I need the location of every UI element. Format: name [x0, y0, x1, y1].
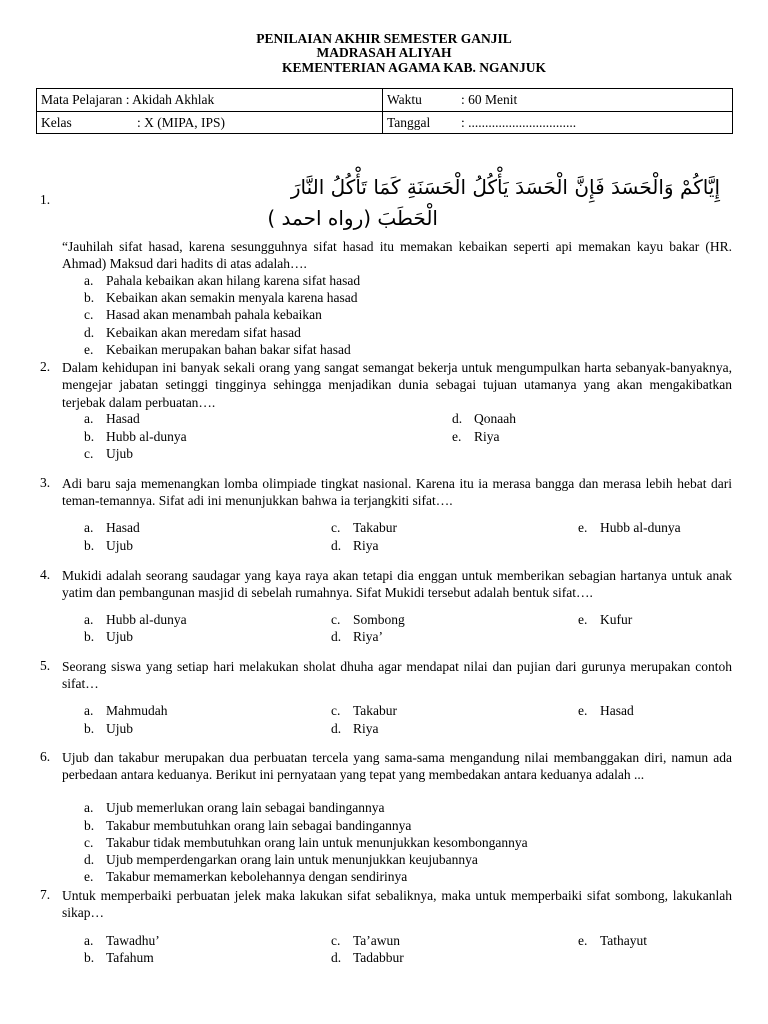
- option-letter: c.: [331, 933, 341, 948]
- option-letter: e.: [578, 612, 588, 627]
- option-text: Riya: [353, 721, 379, 736]
- option-letter: b.: [84, 290, 95, 305]
- class-label: Kelas: [41, 114, 72, 130]
- option-letter: a.: [84, 933, 94, 948]
- option-letter: c.: [84, 446, 94, 461]
- option[interactable]: [578, 703, 634, 719]
- option[interactable]: [84, 835, 528, 851]
- option-text: Hubb al-dunya: [106, 429, 187, 444]
- question-text: Mukidi adalah seorang saudagar yang kaya raya akan tetapi dia enggan untuk memberikan sebagian hartanya untuk anak yatim dan pembangunan masjid di sebelah rumahnya. Sifat Mukidi tersebut adalah bentuk sifat….: [62, 568, 732, 601]
- option-text: Tathayut: [600, 933, 648, 948]
- option[interactable]: [331, 950, 404, 966]
- option-text: Ujub memperdengarkan orang lain untuk menunjukkan keujubannya: [106, 852, 478, 867]
- option-text: Tafahum: [106, 950, 154, 965]
- option-text: Takabur tidak membutuhkan orang lain untuk menunjukkan kesombongannya: [106, 835, 528, 850]
- option[interactable]: [84, 520, 140, 536]
- option-letter: a.: [84, 520, 94, 535]
- option[interactable]: [84, 629, 133, 645]
- option-letter: e.: [578, 520, 588, 535]
- option-letter: d.: [452, 411, 463, 426]
- option-text: Ujub: [106, 446, 133, 461]
- option-letter: c.: [331, 703, 341, 718]
- option-text: Hasad: [600, 703, 634, 718]
- option-text: Ta’awun: [353, 933, 401, 948]
- option[interactable]: [84, 800, 385, 816]
- option-letter: e.: [84, 342, 94, 357]
- option-text: Kebaikan akan semakin menyala karena hasad: [106, 290, 358, 305]
- option-text: Ujub: [106, 538, 133, 553]
- class-cell: [37, 111, 383, 134]
- time-cell: [383, 89, 733, 112]
- option-text: Hasad akan menambah pahala kebaikan: [106, 307, 322, 322]
- option[interactable]: [84, 721, 133, 737]
- option-letter: d.: [84, 852, 95, 867]
- option-text: Riya: [353, 538, 379, 553]
- exam-title: PENILAIAN AKHIR SEMESTER GANJIL: [256, 31, 512, 46]
- option-text: Qonaah: [474, 411, 516, 426]
- option-text: Ujub: [106, 629, 133, 644]
- option-letter: c.: [84, 307, 94, 322]
- question-text: “Jauhilah sifat hasad, karena sesungguhnya sifat hasad itu memakan kebaikan seperti api memakan kayu bakar (HR. Ahmad) Maksud dari hadits di atas adalah….: [62, 239, 732, 272]
- option-text: Tadabbur: [353, 950, 404, 965]
- option-text: Riya: [474, 429, 500, 444]
- option[interactable]: [84, 342, 351, 358]
- option-letter: b.: [84, 950, 95, 965]
- option[interactable]: [84, 273, 360, 289]
- time-value: : 60 Menit: [461, 92, 518, 107]
- option-text: Sombong: [353, 612, 405, 627]
- option-letter: e.: [84, 869, 94, 884]
- option-letter: d.: [331, 629, 342, 644]
- option-letter: a.: [84, 703, 94, 718]
- option-letter: a.: [84, 612, 94, 627]
- option-text: Pahala kebaikan akan hilang karena sifat hasad: [106, 273, 361, 288]
- option[interactable]: [84, 869, 407, 885]
- option[interactable]: [84, 612, 187, 628]
- option-letter: e.: [452, 429, 462, 444]
- option-text: Hasad: [106, 520, 140, 535]
- question-number: 3.: [40, 475, 51, 490]
- question-text: Ujub dan takabur merupakan dua perbuatan tercela yang sama-sama mengandung nilai membanggakan diri, namun ada perbedaan antara keduanya. Berikut ini pernyataan yang tepat yang membedakan antara keduanya adalah ...: [62, 750, 732, 783]
- option-text: Hubb al-dunya: [600, 520, 681, 535]
- option[interactable]: [331, 703, 397, 719]
- option[interactable]: [84, 538, 133, 554]
- date-label: Tanggal: [387, 114, 431, 130]
- option[interactable]: [331, 721, 379, 737]
- question-number: 5.: [40, 658, 51, 673]
- option-text: Takabur membutuhkan orang lain sebagai bandingannya: [106, 818, 412, 833]
- hadith-arabic-line2: الْحَطَبَ (رواه احمد ): [267, 206, 438, 230]
- option[interactable]: [331, 612, 405, 628]
- question-number: 6.: [40, 749, 51, 764]
- option-text: Takabur memamerkan kebolehannya dengan sendirinya: [106, 869, 408, 884]
- question-number: 7.: [40, 887, 51, 902]
- option-letter: c.: [331, 520, 341, 535]
- question-number: 4.: [40, 567, 51, 582]
- option-text: Riya’: [353, 629, 383, 644]
- option-letter: b.: [84, 721, 95, 736]
- date-value: : ................................: [461, 114, 577, 130]
- date-cell: [383, 111, 733, 134]
- question-number: 1.: [40, 192, 51, 207]
- option[interactable]: [578, 612, 632, 628]
- class-value: : X (MIPA, IPS): [137, 114, 226, 130]
- option[interactable]: [578, 520, 681, 536]
- option[interactable]: [84, 446, 133, 462]
- option-letter: d.: [331, 538, 342, 553]
- option[interactable]: [578, 933, 647, 949]
- option-letter: c.: [84, 835, 94, 850]
- question-text: Untuk memperbaiki perbuatan jelek maka lakukan sifat sebaliknya, maka untuk memperbaiki sifat sombong, lakukanlah sikap…: [62, 888, 732, 921]
- option-text: Hubb al-dunya: [106, 612, 187, 627]
- option-letter: d.: [331, 950, 342, 965]
- question-text: Adi baru saja memenangkan lomba olimpiade tingkat nasional. Karena itu ia merasa bangga dan merasa lebih hebat dari teman-temannya. Sifat adi ini menunjukkan bahwa ia terjangkiti sifat….: [62, 476, 732, 509]
- ministry-name: KEMENTERIAN AGAMA KAB. NGANJUK: [281, 60, 546, 75]
- option-text: Tawadhu’: [106, 933, 160, 948]
- option-text: Ujub: [106, 721, 133, 736]
- option-letter: a.: [84, 800, 94, 815]
- option-text: Kebaikan akan meredam sifat hasad: [106, 325, 301, 340]
- option-letter: e.: [578, 703, 588, 718]
- option[interactable]: [452, 429, 500, 445]
- option-text: Kufur: [600, 612, 633, 627]
- option-letter: b.: [84, 629, 95, 644]
- exam-info-table: [36, 88, 733, 134]
- option[interactable]: [84, 290, 358, 306]
- option-letter: a.: [84, 411, 94, 426]
- question-text: Seorang siswa yang setiap hari melakukan sholat dhuha agar mendapat nilai dan pujian dari gurunya merupakan contoh sifat…: [62, 659, 732, 692]
- option[interactable]: [84, 307, 322, 323]
- subject-text: Mata Pelajaran : Akidah Akhlak: [41, 92, 215, 107]
- question-number: 2.: [40, 359, 51, 374]
- option-letter: e.: [578, 933, 588, 948]
- time-label: Waktu: [387, 92, 422, 107]
- hadith-arabic-line1: إِيَّاكُمْ وَالْحَسَدَ فَإِنَّ الْحَسَدَ يَأْكُلُ الْحَسَنَةِ كَمَا تَأْكُلُ النَّارَ: [290, 175, 720, 199]
- option-text: Takabur: [353, 703, 398, 718]
- option[interactable]: [84, 411, 140, 427]
- option[interactable]: [84, 933, 160, 949]
- option[interactable]: [452, 411, 516, 427]
- option[interactable]: [331, 629, 383, 645]
- option-text: Takabur: [353, 520, 398, 535]
- option[interactable]: [84, 950, 154, 966]
- option[interactable]: [331, 538, 379, 554]
- question-text: Dalam kehidupan ini banyak sekali orang yang sangat semangat bekerja untuk mengumpulkan harta sebanyak-banyaknya, mengejar jabatan setinggi tingginya sehingga menjadikan dunia sebagai tujuan utamanya yang akan mengakibatkan terjebak dalam perbuatan….: [62, 360, 732, 410]
- option-letter: a.: [84, 273, 94, 288]
- option-letter: c.: [331, 612, 341, 627]
- option[interactable]: [84, 325, 301, 341]
- option-letter: b.: [84, 818, 95, 833]
- option-text: Mahmudah: [106, 703, 168, 718]
- option-text: Kebaikan merupakan bahan bakar sifat hasad: [106, 342, 351, 357]
- option-letter: b.: [84, 429, 95, 444]
- subject-cell: [37, 89, 383, 112]
- option[interactable]: [84, 429, 187, 445]
- option-letter: d.: [331, 721, 342, 736]
- option-text: Hasad: [106, 411, 140, 426]
- option[interactable]: [331, 520, 397, 536]
- option-letter: d.: [84, 325, 95, 340]
- option-text: Ujub memerlukan orang lain sebagai bandingannya: [106, 800, 385, 815]
- option[interactable]: [84, 852, 478, 868]
- option[interactable]: [331, 933, 400, 949]
- school-name: MADRASAH ALIYAH: [316, 45, 452, 60]
- option-letter: b.: [84, 538, 95, 553]
- option[interactable]: [84, 703, 168, 719]
- option[interactable]: [84, 818, 411, 834]
